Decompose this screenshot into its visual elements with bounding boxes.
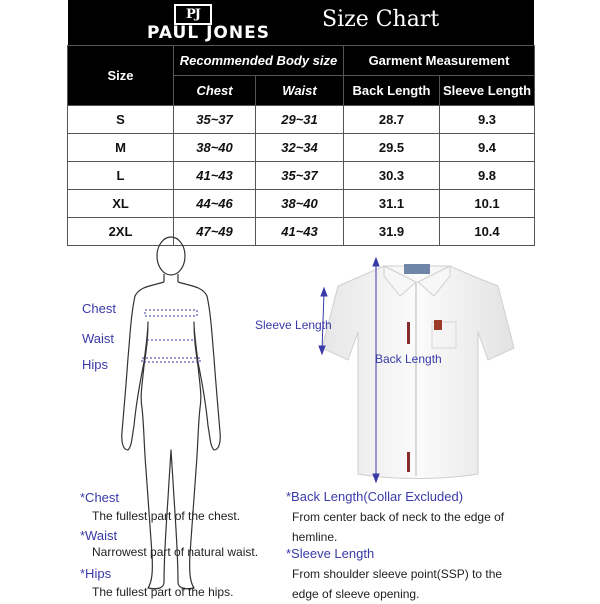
cell-size: XL	[68, 190, 174, 218]
waist-label: Waist	[82, 331, 115, 346]
cell-size: L	[68, 162, 174, 190]
cell-back-length: 30.3	[344, 162, 440, 190]
note-hips-desc: The fullest part of the hips.	[92, 585, 234, 599]
cell-waist: 32~34	[256, 134, 344, 162]
note-waist-desc: Narrowest part of natural waist.	[92, 545, 259, 559]
cell-size: S	[68, 106, 174, 134]
note-waist-title: *Waist	[80, 528, 118, 543]
cell-size: 2XL	[68, 218, 174, 246]
cell-waist: 29~31	[256, 106, 344, 134]
group-header-body: Recommended Body size	[174, 46, 344, 76]
cell-back-length: 28.7	[344, 106, 440, 134]
col-header-back-length: Back Length	[344, 76, 440, 106]
cell-back-length: 31.1	[344, 190, 440, 218]
note-chest-desc: The fullest part of the chest.	[92, 509, 241, 523]
chest-label: Chest	[82, 301, 116, 316]
note-chest-title: *Chest	[80, 490, 120, 505]
cell-waist: 38~40	[256, 190, 344, 218]
cell-sleeve-length: 9.8	[440, 162, 535, 190]
col-header-sleeve-length: Sleeve Length	[440, 76, 535, 106]
table-row	[68, 106, 535, 134]
cell-chest: 35~37	[174, 106, 256, 134]
cell-sleeve-length: 10.4	[440, 218, 535, 246]
cell-chest: 47~49	[174, 218, 256, 246]
size-table	[67, 45, 535, 246]
sleeve-length-label: Sleeve Length	[255, 318, 332, 332]
cell-sleeve-length: 10.1	[440, 190, 535, 218]
header-bar	[68, 0, 534, 45]
size-header: Size	[68, 46, 174, 106]
cell-back-length: 31.9	[344, 218, 440, 246]
cell-chest: 41~43	[174, 162, 256, 190]
col-header-chest: Chest	[174, 76, 256, 106]
brand-logo-mark: PJ	[174, 4, 212, 25]
note-back-length-desc: From center back of neck to the edge of hemline.	[292, 510, 505, 544]
note-sleeve-length-title: *Sleeve Length	[286, 546, 375, 561]
table-row	[68, 134, 535, 162]
cell-chest: 44~46	[174, 190, 256, 218]
note-back-length-title: *Back Length(Collar Excluded)	[286, 489, 464, 504]
brand-name: PAUL JONES	[147, 23, 270, 43]
table-row	[68, 190, 535, 218]
page-title: Size Chart	[322, 7, 440, 32]
cell-chest: 38~40	[174, 134, 256, 162]
cell-size: M	[68, 134, 174, 162]
cell-waist: 35~37	[256, 162, 344, 190]
table-header-row	[68, 46, 535, 76]
note-sleeve-length-desc: From shoulder sleeve point(SSP) to the edge of sleeve opening.	[292, 567, 503, 601]
table-row	[68, 162, 535, 190]
col-header-waist: Waist	[256, 76, 344, 106]
shirt-illustration	[312, 252, 522, 484]
note-hips-title: *Hips	[80, 566, 112, 581]
cell-sleeve-length: 9.4	[440, 134, 535, 162]
cell-back-length: 29.5	[344, 134, 440, 162]
group-header-garment: Garment Measurement	[344, 46, 535, 76]
hips-label: Hips	[82, 357, 109, 372]
back-length-label: Back Length	[375, 352, 442, 366]
cell-waist: 41~43	[256, 218, 344, 246]
cell-sleeve-length: 9.3	[440, 106, 535, 134]
